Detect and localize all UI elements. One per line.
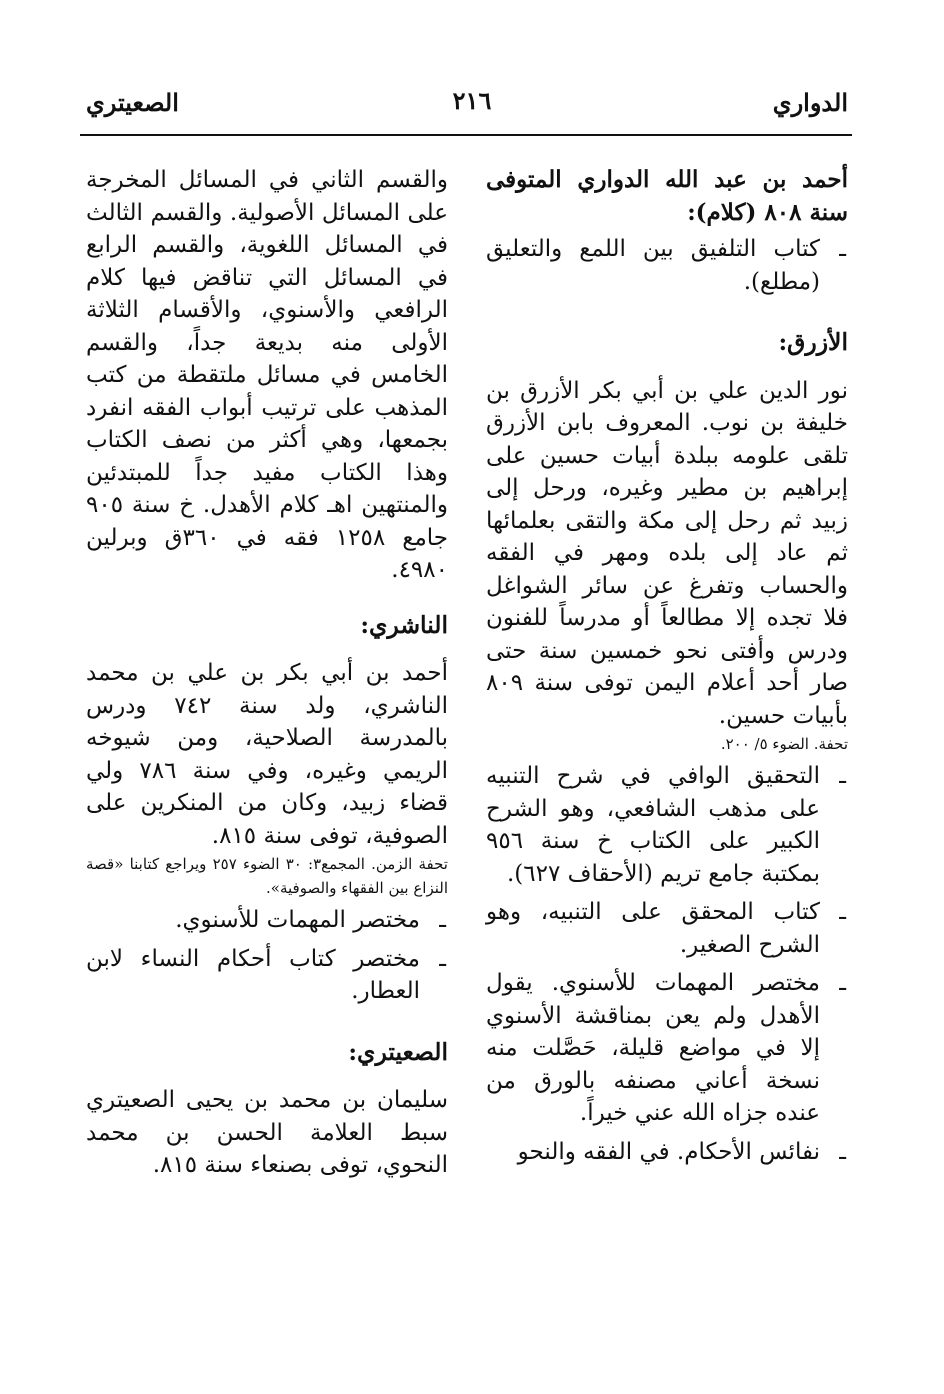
entry-nashiri-bio: أحمد بن أبي بكر بن علي بن محمد الناشري، ولد سنة ٧٤٢ ودرس بالمدرسة الصلاحية، ومن شيوخه الريمي وغيره، وفي سنة ٧٨٦ ولي قضاء زبيد، وكان من المنكرين على الصوفية، توفى سنة ٨١٥. — [86, 660, 448, 849]
entry-nashiri-reference: تحفة الزمن. المجمع٣: ٣٠ الضوء ٢٥٧ ويراجع كتابنا «قصة النزاع بين الفقهاء والصوفية». — [86, 855, 448, 897]
work-item: ـ كتاب التلفيق بين اللمع والتعليق (مطلع). — [486, 233, 848, 298]
entry-heading-suaytari: الصعيتري: — [348, 1037, 448, 1066]
work-item: ـ كتاب المحقق على التنبيه، وهو الشرح الصغير. — [486, 896, 848, 961]
right-column — [486, 164, 848, 1174]
left-column — [86, 164, 448, 1182]
entry-heading-azraq: الأزرق: — [778, 328, 848, 356]
work-item: ـ نفائس الأحكام. في الفقه والنحو — [486, 1136, 848, 1169]
entry-heading-nashiri: الناشري: — [360, 610, 448, 639]
page-number: ٢١٦ — [452, 86, 492, 115]
header-rule — [80, 134, 852, 136]
entry-heading-dawari: أحمد بن عبد الله الدواري المتوفى سنة ٨٠٨ (كلام): — [486, 166, 848, 226]
entry-dawari-works — [486, 233, 848, 298]
work-item: ـ مختصر كتاب أحكام النساء لابن العطار. — [86, 943, 448, 1008]
work-item: ـ مختصر المهمات للأسنوي. يقول الأهدل ولم يعن بمناقشة الأسنوي إلا في مواضع قليلة، حَصَّلت منه نسخة أعاني مصنفه بالورق من عنده جزاه الله عني خيراً. — [486, 967, 848, 1130]
entry-nashiri-works — [86, 904, 448, 1008]
entry-azraq-reference: تحفة. الضوء ٥/ ٢٠٠. — [720, 735, 848, 753]
work-item: ـ التحقيق الوافي في شرح التنبيه على مذهب الشافعي، وهو الشرح الكبير على الكتاب خ سنة ٩٥٦ بمكتبة جامع تريم (الأحقاف ٦٢٧). — [486, 760, 848, 890]
continuation-text: والقسم الثاني في المسائل المخرجة على المسائل الأصولية. والقسم الثالث في المسائل اللغوية، والقسم الرابع في المسائل التي تناقض فيها كلام الرافعي والأسنوي، والأقسام الثلاثة الأولى منه بديعة جداً، والقسم الخامس في مسائل ملتقطة من كتب المذهب على ترتيب أبواب الفقه انفرد بجمعها، وهي أكثر من نصف الكتاب وهذا الكتاب مفيد جداً للمبتدئين والمنتهين اهـ كلام الأهدل. خ سنة ٩٠٥ جامع ١٢٥٨ فقه في ٣٦٠ق وبرلين ٤٩٨٠. — [86, 167, 449, 583]
entry-suaytari-bio: سليمان بن محمد بن يحيى الصعيتري سبط العلامة الحسن بن محمد النحوي، توفى بصنعاء سنة ٨١٥. — [86, 1087, 448, 1178]
running-header-right: الدواري — [772, 88, 848, 117]
entry-azraq-works — [486, 760, 848, 1168]
entry-azraq-bio: نور الدين علي بن أبي بكر الأزرق بن خليفة بن نوب. المعروف بابن الأزرق تلقى علومه ببلدة أبيات حسين على إبراهيم بن مطير وغيره، ورحل إلى زبيد ثم رحل إلى مكة والتقى بعلمائها ثم عاد إلى بلده ومهر في الفقه والحساب وتفرغ عن سائر الشواغل فلا تجده إلا مطالعاً أو مدرساً للفنون ودرس وأفتى نحو خمسين سنة حتى صار أحد أعلام اليمن توفى سنة ٨٠٩ بأبيات حسين. — [486, 377, 848, 729]
running-header-left: الصعيتري — [86, 88, 179, 117]
work-item: ـ مختصر المهمات للأسنوي. — [86, 904, 448, 937]
